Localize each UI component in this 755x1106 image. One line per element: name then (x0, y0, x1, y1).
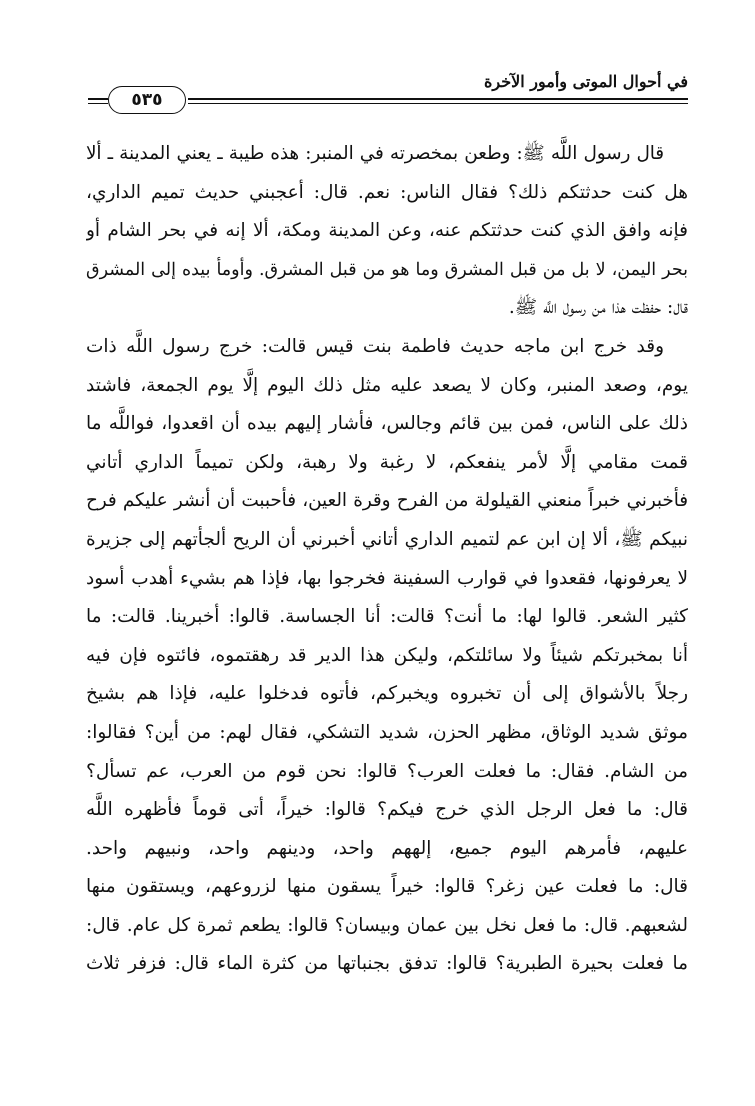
header-rule-left-thin (88, 103, 108, 104)
text-line: موثق شديد الوثاق، مظهر الحزن، شديد التشكي، فقال لهم: من أين؟ فقالوا: (86, 721, 688, 743)
text-line: لشعبهم. قال: ما فعل نخل بين عمان وبيسان؟ قالوا: يطعم ثمرة كل عام. قال: (86, 914, 688, 936)
text-line: أنا بمخبرتكم شيئاً ولا سائلتكم، وليكن هذا الدير قد رهقتموه، فائتوه فإن فيه (86, 644, 688, 666)
text-line: عليهم، فأمرهم اليوم جميع، إلههم واحد، ودينهم واحد، ونبيهم واحد. (86, 837, 688, 859)
header-rule-left (88, 98, 108, 100)
text-line: لا يعرفونها، فقعدوا في قوارب السفينة فخرجوا بها، فإذا هم بشيء أهدب أسود (86, 567, 688, 589)
header-rule (188, 98, 688, 100)
text-line: قال: ما فعل الرجل الذي خرج فيكم؟ قالوا: خيراً، أتى قوماً فأظهره اللَّه (86, 799, 688, 821)
text-line: فإنه وافق الذي كنت حدثتكم عنه، وعن المدينة ومكة، ألا إنه في بحر الشام أو (86, 220, 688, 242)
text-line: قال: ما فعلت عين زغر؟ قالوا: خيراً يسقون منها لزروعهم، ويستقون منها (86, 876, 688, 898)
text-line: كثير الشعر. قالوا لها: ما أنت؟ قالت: أنا الجساسة. قالوا: أخبرينا. قالت: ما (86, 606, 688, 628)
text-line: قال رسول اللَّه ﷺ: وطعن بمخصرته في المنبر: هذه طيبة ـ يعني المدينة ـ ألا (86, 143, 664, 164)
paragraph (86, 135, 688, 328)
page-number: ٥٣٥ (108, 86, 186, 114)
text-line: قمت مقامي إلَّا لأمر ينفعكم، لا رغبة ولا رهبة، ولكن تميماً الداري أتاني (86, 451, 688, 473)
text-line: ذلك على الناس، فمن بين قائم وجالس، فأشار إليهم بيده أن اقعدوا، فواللَّه ما (86, 413, 688, 435)
text-line: هل كنت حدثتكم ذلك؟ فقال الناس: نعم. قال: أعجبني حديث تميم الداري، (86, 181, 688, 203)
text-line: يوم، وصعد المنبر، وكان لا يصعد عليه مثل ذلك اليوم إلَّا يوم الجمعة، فاشتد (86, 374, 688, 396)
paragraph (86, 328, 688, 984)
text-line: ما فعلت بحيرة الطبرية؟ قالوا: تدفق بجنباتها من كثرة الماء قال: فزفر ثلاث (86, 953, 688, 975)
body-text (86, 135, 688, 984)
running-title: في أحوال الموتى وأمور الآخرة (484, 72, 688, 91)
text-line: وقد خرج ابن ماجه حديث فاطمة بنت قيس قالت: خرج رسول اللَّه ذات (86, 335, 664, 357)
text-line: نبيكم ﷺ، ألا إن ابن عم لتميم الداري أتاني أخبرني أن الريح ألجأتهم إلى جزيرة (86, 528, 688, 550)
text-line: فأخبرني خبراً منعني القيلولة من الفرح وقرة العين، فأحببت أن أنشر عليكم فرح (86, 490, 688, 512)
text-line: من الشام. فقال: ما فعلت العرب؟ قالوا: نحن قوم من العرب، عم تسأل؟ (86, 760, 688, 782)
text-line: قال: حفظت هذا من رسول اللَّه ﷺ. (508, 297, 688, 319)
header-rule-thin (188, 103, 688, 104)
text-line: بحر اليمن، لا بل من قبل المشرق وما هو من قبل المشرق. وأومأ بيده إلى المشرق (86, 259, 688, 280)
running-header (88, 70, 688, 114)
text-line: رجلاً بالأشواق إلى أن تخبروه ويخبركم، فأتوه فدخلوا عليه، فإذا هم بشيخ (86, 683, 688, 705)
